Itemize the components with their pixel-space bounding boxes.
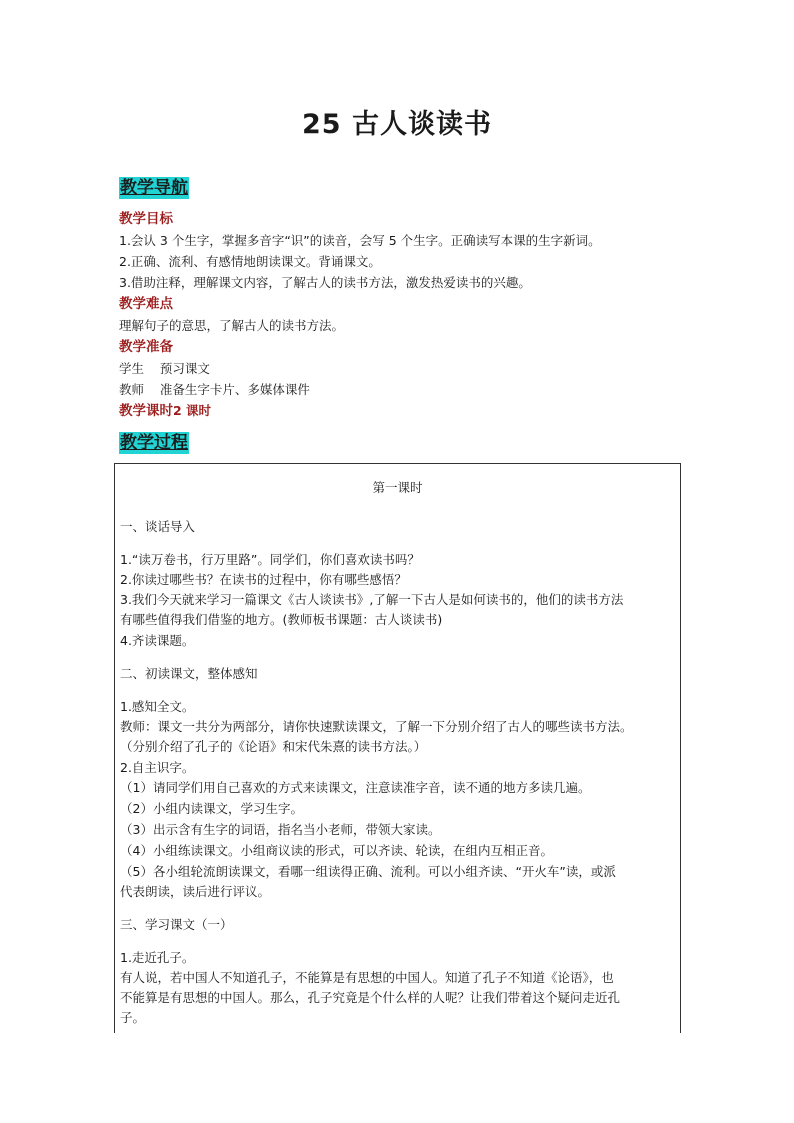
teaching-process-heading: 教学过程: [120, 433, 188, 453]
hours-value: 2 课时: [173, 403, 212, 418]
objectives-heading: 教学目标: [119, 211, 173, 227]
objective-item: 1.会认 3 个生字，掌握多音字“识”的读音，会写 5 个生字。正确读写本课的生字新词。: [119, 233, 601, 248]
process-line: 不能算是有思想的中国人。那么，孔子究竟是个什么样的人呢？让我们带着这个疑问走近孔: [120, 990, 621, 1005]
process-line: 代表朗读，读后进行评议。: [120, 884, 271, 899]
hours-heading: 教学课时: [119, 403, 173, 419]
process-line: 一、谈话导入: [120, 519, 196, 534]
process-line: 教师：课文一共分为两部分，请你快速默读课文，了解一下分别介绍了古人的哪些读书方法。: [120, 719, 633, 734]
process-line: （2）小组内读课文，学习生字。: [120, 801, 303, 816]
process-line: 4.齐读课题。: [120, 633, 195, 648]
preparation-heading: 教学准备: [119, 339, 173, 355]
process-line: （5）各小组轮流朗读课文，看哪一组读得正确、流利。可以小组齐读、“开火车”读，或派: [120, 864, 616, 879]
objective-item: 2.正确、流利、有感情地朗读课文。背诵课文。: [119, 254, 381, 269]
process-line: 子。: [120, 1010, 146, 1025]
process-line: 有人说，若中国人不知道孔子，不能算是有思想的中国人。知道了孔子不知道《论语》，也: [120, 970, 614, 985]
preparation-student: 学生 预习课文: [119, 361, 210, 376]
hours-row: [119, 401, 211, 421]
process-line: （1）请同学们用自己喜欢的方式来读课文，注意读准字音，读不通的地方多读几遍。: [120, 780, 591, 795]
process-line: 1.感知全文。: [120, 699, 195, 714]
process-line: 二、初读课文，整体感知: [120, 666, 258, 681]
objective-item: 3.借助注释，理解课文内容，了解古人的读书方法，激发热爱读书的兴趣。: [119, 275, 531, 290]
page-title: 25 古人谈读书: [302, 109, 492, 140]
process-line: 3.我们今天就来学习一篇课文《古人谈读书》,了解一下古人是如何读书的，他们的读书方法: [120, 592, 624, 607]
process-line: （4）小组练读课文。小组商议读的形式，可以齐读、轮读，在组内互相正音。: [120, 843, 553, 858]
lesson-title: 第一课时: [372, 480, 423, 495]
difficulty-text: 理解句子的意思，了解古人的读书方法。: [119, 318, 345, 333]
process-line: 1.“读万卷书，行万里路”。同学们，你们喜欢读书吗？: [120, 552, 420, 567]
preparation-teacher: 教师 准备生字卡片、多媒体课件: [119, 382, 310, 397]
process-line: 2.自主识字。: [120, 760, 195, 775]
process-line: （3）出示含有生字的词语，指名当小老师，带领大家读。: [120, 822, 441, 837]
difficulty-heading: 教学难点: [119, 296, 173, 312]
teaching-process-box: [114, 463, 681, 1033]
process-line: 2.你读过哪些书？在读书的过程中，你有哪些感悟？: [120, 572, 407, 587]
process-line: （分别介绍了孔子的《论语》和宋代朱熹的读书方法。）: [120, 739, 427, 754]
teaching-nav-heading: 教学导航: [120, 178, 188, 198]
process-line: 三、学习课文（一）: [120, 917, 233, 932]
process-line: 1.走近孔子。: [120, 950, 195, 965]
process-line: 有哪些值得我们借鉴的地方。(教师板书课题：古人谈读书): [120, 612, 443, 627]
